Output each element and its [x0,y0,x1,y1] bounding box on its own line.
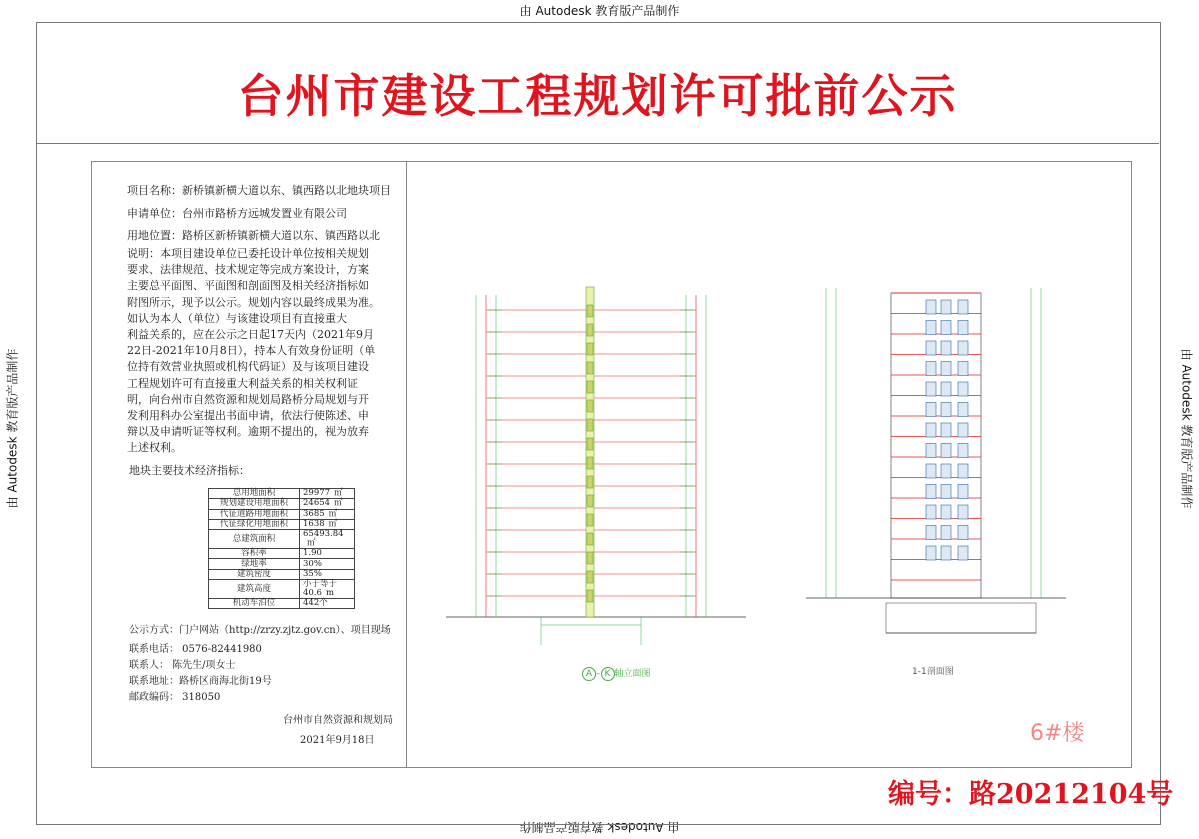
indicator-value [300,519,355,529]
indicator-value-text: 30% [303,558,322,569]
indicator-row [209,499,355,509]
indicator-row [209,509,355,519]
elevation-caption-text: 轴立面图 [614,669,651,679]
elevation-caption: A – K 轴立面图 [582,666,651,681]
issuer-date: 2021年9月18日 [300,735,375,746]
notice-line: 要求、法律规范、技术规定等完成方案设计，方案 [127,263,369,277]
notice-line: 辩以及申请听证等权利。逾期不提出的，视为放弃 [127,425,369,439]
indicator-value [300,489,355,499]
indicator-unit: m [325,588,334,599]
indicator-unit: ㎡ [334,488,343,499]
site-location: 用地位置：路桥区新桥镇新横大道以东、镇西路以北 [127,229,380,242]
indicator-row [209,530,355,549]
watermark-left: 由 Autodesk 教育版产品制作 [5,348,20,509]
indicator-row [209,519,355,529]
indicator-value [300,530,355,549]
indicator-value [300,599,355,609]
indicator-name: 代征道路用地面积 [209,509,300,519]
contact-postcode: 邮政编码： 318050 [129,692,221,703]
notice-line: 利益关系的，应在公示之日起17天内（2021年9月 [127,328,374,342]
notice-line: 说明：本项目建设单位已委托设计单位按相关规划 [127,247,369,260]
permit-number: 编号：路20212104号 [888,779,1174,810]
indicator-name: 规划建设用地面积 [209,499,300,509]
indicator-value-text: 1638 [303,519,325,530]
watermark-bottom: 由 Autodesk 教育版产品制作 [519,820,680,834]
title-band [36,22,1159,144]
indicator-row [209,599,355,609]
project-name: 项目名称：新桥镇新横大道以东、镇西路以北地块项目 [127,184,391,197]
page-title: 台州市建设工程规划许可批前公示 [237,69,958,123]
indicator-value-text: 29977 [303,488,331,499]
indicator-name: 总用地面积 [209,489,300,499]
notice-line: 工程规划许可有直接重大利益关系的相关权利证 [127,376,358,390]
indicator-value-text: 24654 [303,498,331,509]
notice-line: 位持有效营业执照或机构代码证）及与该项目建设 [127,360,369,374]
issuer-org: 台州市自然资源和规划局 [283,715,393,726]
indicator-value [300,559,355,569]
indicator-value [300,580,355,599]
indicator-unit: ㎡ [334,498,343,509]
indicator-name: 机动车泊位 [209,599,300,609]
indicator-name: 建筑高度 [209,580,300,599]
publicity-method: 公示方式：门户网站（http://zrzy.zjtz.gov.cn）、项目现场 [129,625,391,636]
section-drawing [786,268,1086,648]
indicator-value [300,549,355,559]
notice-line: 如认为本人（单位）与该建设项目有直接重大 [127,311,347,325]
indicator-unit: ㎡ [307,538,316,549]
notice-line: 发利用科办公室提出书面申请，依法行使陈述、申 [127,409,369,423]
contact-address: 联系地址：路桥区商海北街19号 [129,676,272,687]
indicator-value-text: 35% [303,568,322,579]
section-caption: 1-1剖面图 [912,667,954,677]
notice-line: 22日-2021年10月8日），持本人有效身份证明（单 [127,344,376,358]
indicator-row [209,549,355,559]
axis-bubble-k: K [601,667,615,681]
notice-line: 附图所示，现予以公示。规划内容以最终成果为准。 [127,295,380,309]
notice-line: 明，向台州市自然资源和规划局路桥分局规划与开 [127,392,369,406]
indicator-value [300,499,355,509]
indicator-value-text: 65493.84 [303,529,344,540]
indicator-name: 容积率 [209,549,300,559]
axis-bubble-a: A [582,667,596,681]
column-divider [406,161,407,767]
contact-person: 联系人： 陈先生/项女士 [129,660,236,671]
notice-line: 主要总平面图、平面图和剖面图及相关经济指标如 [127,279,369,293]
indicator-name: 绿地率 [209,559,300,569]
indicator-value-text: 1.90 [303,548,322,559]
indicator-unit: ㎡ [328,519,338,530]
building-label: 6#楼 [1030,721,1085,746]
watermark-right: 由 Autodesk 教育版产品制作 [1179,348,1194,509]
notice-text [127,246,380,457]
indicator-value-text: 小于等于40.6 [303,579,338,599]
indicator-value-text: 442个 [303,598,328,609]
indicators-heading: 地块主要技术经济指标： [129,464,250,477]
elevation-drawing [436,265,756,655]
watermark-top: 由 Autodesk 教育版产品制作 [519,4,680,18]
indicator-name: 建筑密度 [209,569,300,579]
indicator-row [209,559,355,569]
indicators-table [208,488,355,609]
indicator-name: 总建筑面积 [209,530,300,549]
indicator-value [300,509,355,519]
indicator-unit: ㎡ [328,508,338,519]
contact-phone: 联系电话： 0576-82441980 [129,644,262,655]
indicator-value-text: 3685 [303,508,325,519]
notice-line: 上述权利。 [127,441,182,455]
indicator-name: 代征绿化用地面积 [209,519,300,529]
indicator-row [209,580,355,599]
applicant: 申请单位：台州市路桥方远城发置业有限公司 [127,207,347,220]
